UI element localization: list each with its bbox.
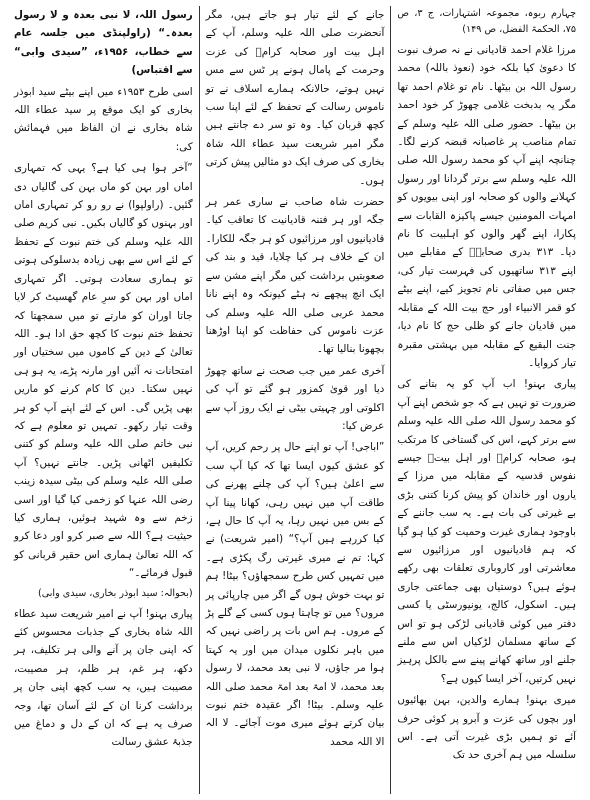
text-column-1 bbox=[391, 6, 582, 794]
paragraph: آخری عمر میں جب صحت نے ساتھ چھوڑ دیا اور قویٰ کمزور ہو گئے تو آپ کی اکلوتی اور چہیتی بیٹی نے ایک روز آپ سے عرض کیا: bbox=[205, 364, 385, 432]
paragraph: حضرت شاہ صاحب نے ساری عمر ہر جگہ اور ہر فتنہ قادیانیت کا تعاقب کیا۔ قادیانیوں اور مرزائیوں کو ہر جگہ للکارا۔ ان کے خلاف ہر کیا چلایا، قید و بند کی صعوبتیں برداشت کیں مگر اپنے مشن سے ایک انچ پیچھے نہ ہٹے کیونکہ وہ اپنے نانا محمد عربی صلی اللہ علیہ وسلم کی عزت ناموس کی حفاظت کو اپنا اوڑھنا بچھونا بنالیا تھا۔ bbox=[205, 196, 385, 356]
paragraph: (بحوالہ: سید ابوذر بخاری، سیدی وابی) bbox=[38, 587, 193, 599]
text-column-3 bbox=[8, 6, 200, 794]
paragraph: ”آخر ہوا ہی کیا ہے؟ یہی کہ تمہاری اماں اور بہن کو ماں بہن کی گالیاں دی گئیں۔ (راولپوا) نے رو رو کر تمہاری اماں اور بہنوں کو گالیاں بکیں۔ نبی کریم صلی اللہ علیہ وسلم کی ختم نبوت کے تحفظ کے لئے اس سے بھی زیادہ بدسلوکی ہوتی تو ہماری سعادت ہوتی۔ اگر تمہاری اماں اور بہن کو سرِ عام گھسیٹ کر لایا جاتا اوران کو مارتے تو میں سمجھتا کہ تحفظ ختم نبوت کا کچھ حق ادا ہو۔ اللہ تعالیٰ کے دین کے کاموں میں سختیاں اور امتحانات نہ آئیں اور مارنہ پڑے، یہ ہو ہی نہیں سکتا۔ دین کا کام کرنے کو ماریں بھی پڑیں گی۔ اس کے لئے اپنے آپ کو ہر وقت تیار رکھو۔ تمہیں تو معلوم ہے کہ نبی خاتم صلی اللہ علیہ وسلم کو کتنی تکلیفیں اٹھانی پڑیں۔ جانتے نہیں؟ آپ صلی اللہ علیہ وسلم کی بیٹی سیدہ زینب رضی اللہ عنہا کو زخمی کیا گیا اور اسی زخم سے وہ شہید ہوئیں، ہماری کیا حیثیت ہے؟ اللہ سے صبر کرو اور دعا کرو کہ اللہ تعالیٰ ہماری اس حقیر قربانی کو قبول فرمائے۔“ bbox=[13, 162, 193, 580]
paragraph: رسول اللہ، لا نبی بعدہ و لا رسول بعدہ۔“ (راولپنڈی میں جلسہ عام سے خطاب، ۱۹۵۶ء، ”سیدی وابی“ سے اقتباس) bbox=[13, 9, 193, 77]
text-column-2 bbox=[200, 6, 392, 794]
paragraph: میری بہنو! ہمارے والدین، بہن بھائیوں اور بچوں کی عزت و آبرو پر کوئی حرف آئے تو ہمیں بڑی غیرت آتی ہے۔ اس سلسلہ میں ہم آخری حد تک bbox=[397, 694, 576, 762]
paragraph: پیاری بہنو! اب آپ کو یہ بتانے کی ضرورت تو نہیں ہے کہ جو شخص اپنے آپ کو محمد رسول اللہ صلی اللہ علیہ وسلم سے برتر کہے، اس کی گستاخی کا مرتکب ہو، صحابہ کرامؓ اور اہل بیتؓ جیسے نفوس قدسیہ کے مقابلہ میں مرزا کے یاروں اور خاندان کو پیش کرنا کتنی بڑی بے غیرتی کی بات ہے۔ یہ سب جاننے کے باوجود ہماری غیرت وحمیت کو کیا ہو گیا کہ ہم قادیانیوں اور مرزائیوں سے معاشرتی اور کاروباری تعلقات بھی رکھے ہوئے ہیں؟ دوستیاں بھی جماعتی جاری ہیں۔ اسکول، کالج، یونیورسٹی یا کسی دفتر میں کوئی قادیانی لڑکی ہو تو اس کے ساتھ مسلمان لڑکیاں اس سے ملنے جلنے اور ساتھ کھانے پینے سے بالکل پرہیز نہیں کرتیں، آخر ایسا کیوں ہے؟ bbox=[397, 378, 576, 685]
paragraph: چہارم ربوہ، مجموعہ اشتہارات، ج ۳، ص ۷۵، الحکمۃ الفضل، ص ۱۴۹) bbox=[397, 8, 577, 35]
paragraph: مرزا غلام احمد قادیانی نے نہ صرف نبوت کا دعویٰ کیا بلکہ خود (نعوذ باللہ) محمد رسول اللہ بن بیٹھا۔ نام تو غلام احمد تھا مگر یہ بدبخت غلامی چھوڑ کر خود احمد بن بیٹھا۔ حضور صلی اللہ علیہ وسلم کے تمام مناصب پر غاصبانہ قبضہ کرنے لگا۔ چنانچہ اپنے آپ کو محمد رسول اللہ صلی اللہ علیہ وسلم سے برتر گردانا اور رسول کہلانے والوں کو صحابہ اور اپنی بیویوں کو امہات المومنین جیسے پاکیزہ القابات سے پکارا، اپنے گھر والوں کو اہلبیت کا نام دیا۔ ۳۱۳ بدری صحابہؓ کے مقابلے میں اپنے ۳۱۳ ساتھیوں کی فہرست تیار کی، جس میں صفاتی نام تجویز کیے، اپنے بیٹے کو قمر الانبیاء اور حج بیت اللہ کے مقابلہ میں قادیان جانے کو ظلی حج کا نام دیا، جنت البقیع کے مقابلہ میں بہشتی مقبرہ تیار کروایا۔ bbox=[397, 44, 576, 369]
paragraph: جانے کے لئے تیار ہو جاتے ہیں، مگر آنحضرت صلی اللہ علیہ وسلم، آپ کے اہل بیت اور صحابہ کرامؓ کی عزت وحرمت کے پامال ہونے پر ٹس سے مس نہیں ہوتے، حالانکہ ہمارے اسلاف نے تو ناموس رسالت کے تحفظ کے لئے اپنا سب کچھ قربان کیا۔ وہ تو سر دے جانتے ہیں مگر امیر شریعت سید عطاء اللہ شاہ بخاری کی صرف ایک دو مثالیں پیش کرتی ہوں۔ bbox=[205, 9, 385, 187]
paragraph: ”اباجی! آپ تو اپنے حال پر رحم کریں، آپ کو عشق کیوں ایسا تھا کہ کیا آپ سب سے اعلیٰ ہیں؟ آپ کی چلنے پھرنے کی طاقت آپ میں نہیں رہی، کھانا پینا آپ کے بس میں نہیں رہا، یہ آپ کا حال ہے، کیا کررہے ہیں آپ؟“ (امیر شریعت) نے کہا: تم نے میری غیرتی رگ پکڑی ہے۔ میں تمہیں کس طرح سمجھاؤں؟ بیٹا! ہم تو بہت خوش ہوں گے اگر میں چارپائی پر مروں؟ میں تو چاہتا ہوں کسی کے گلے پڑ کے مروں۔ ہم اس بات پر راضی نہیں کہ میں باہر نکلوں میدان میں اور یہ کہتا ہوا مر جاؤں، لا نبی بعد محمد، لا رسول بعد محمد، لا امۃ بعد امۃ محمد صلی اللہ علیہ وسلم۔ بیٹا! اگر عقیدہ ختم نبوت بیان کرتے ہوئے میری موت آجائے۔ لا الہ الا اللہ محمد bbox=[205, 441, 385, 748]
paragraph: پیاری بہنو! آپ نے امیر شریعت سید عطاء اللہ شاہ بخاری کے جذبات محسوس کئے کہ اپنی جان پر آنے والی ہر تکلیف، ہر دکھ، ہر غم، ہر ظلم، ہر مصیبت، مصیبت ہیں، یہ سب کچھ اپنی جان پر برداشت کرنا ان کے لئے آسان تھا، وجہ صرف یہ ہے کہ ان کے دل و دماغ میں جذبۂ عشق رسالت bbox=[13, 607, 193, 749]
paragraph: اسی طرح ۱۹۵۳ء میں اپنے بیٹے سید ابوذر بخاری کو ایک موقع پر سید عطاء اللہ شاہ بخاری نے ان الفاظ میں فہمائش کی: bbox=[13, 85, 193, 153]
